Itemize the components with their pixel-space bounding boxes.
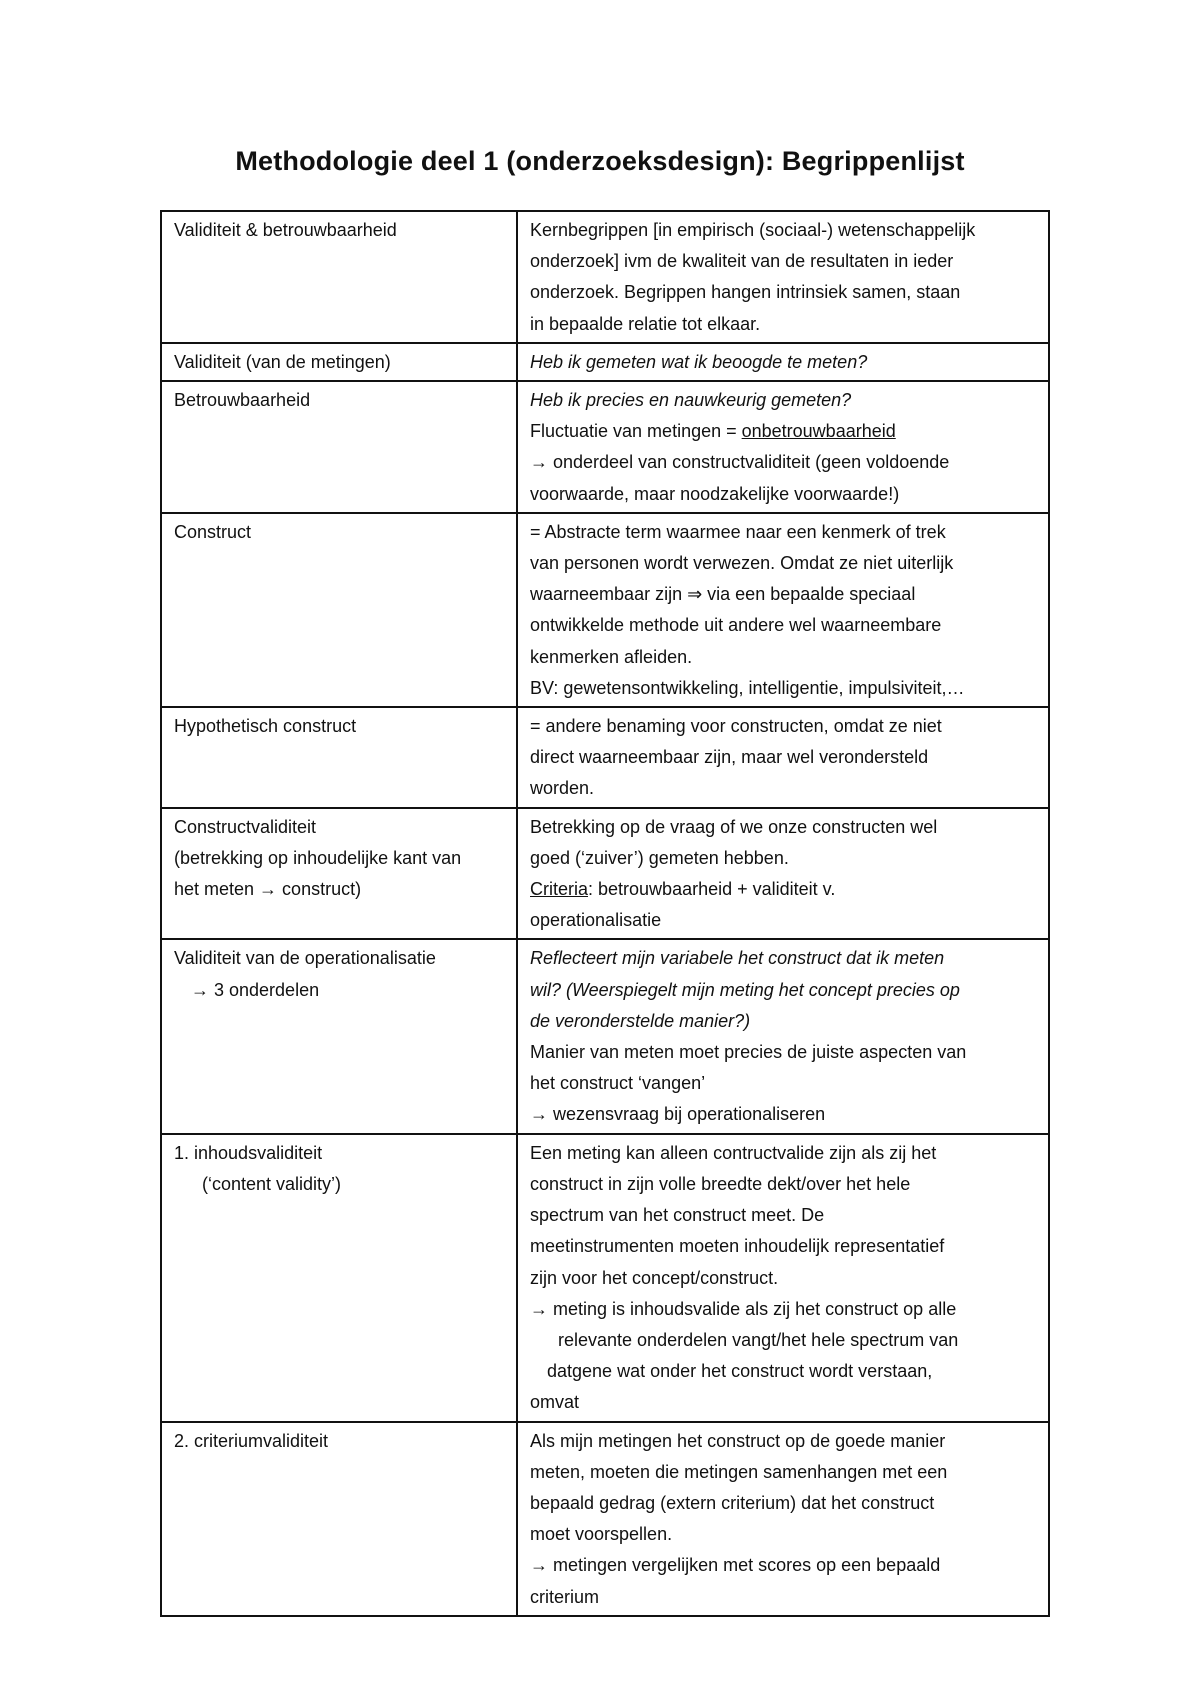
definition-line: waarneembaar zijn ⇒ via een bepaalde speciaal xyxy=(530,584,916,605)
definition-cell xyxy=(517,707,1049,808)
term-text: Validiteit & betrouwbaarheid xyxy=(174,220,397,240)
definition-cell xyxy=(517,939,1049,1133)
definition-line: ontwikkelde methode uit andere wel waarneembare xyxy=(530,615,942,636)
definition-cell xyxy=(517,513,1049,707)
table-row xyxy=(161,381,1049,513)
definition-line: relevante onderdelen vangt/het hele spectrum van xyxy=(558,1329,959,1350)
definition-line: → wezensvraag bij operationaliseren xyxy=(530,1104,826,1125)
definition-line: onderzoek] ivm de kwaliteit van de resultaten in ieder xyxy=(530,251,954,272)
definition-line: BV: gewetensontwikkeling, intelligentie, impulsiviteit,… xyxy=(530,677,965,698)
definition-line: direct waarneembaar zijn, maar wel verondersteld xyxy=(530,747,929,768)
definition-line: moet voorspellen. xyxy=(530,1524,673,1545)
definition-line: meetinstrumenten moeten inhoudelijk representatief xyxy=(530,1236,945,1257)
definition-cell xyxy=(517,381,1049,513)
term-text: Constructvaliditeit xyxy=(174,816,317,837)
definition-line: = andere benaming voor constructen, omdat ze niet xyxy=(530,716,942,737)
definition-line: omvat xyxy=(530,1392,580,1413)
definition-cell xyxy=(517,808,1049,940)
term-note: (betrekking op inhoudelijke kant van xyxy=(174,847,462,868)
definition-line: Kernbegrippen [in empirisch (sociaal-) wetenschappelijk xyxy=(530,220,976,240)
table-row xyxy=(161,211,1049,343)
term-text: Hypothetisch construct xyxy=(174,716,357,737)
definition-line: → metingen vergelijken met scores op een bepaald xyxy=(530,1555,941,1576)
table-row xyxy=(161,707,1049,808)
definition-cell xyxy=(517,211,1049,343)
page-title: Methodologie deel 1 (onderzoeksdesign): Begrippenlijst xyxy=(235,146,965,176)
term-text: 2. criteriumvaliditeit xyxy=(174,1430,329,1451)
definition-cell xyxy=(517,1422,1049,1616)
term-note: (‘content validity’) xyxy=(202,1173,342,1194)
table-row xyxy=(161,1134,1049,1422)
definition-line: criterium xyxy=(530,1586,600,1607)
definition-line: Een meting kan alleen contructvalide zijn als zij het xyxy=(530,1142,937,1163)
term-text: 1. inhoudsvaliditeit xyxy=(174,1142,323,1163)
definition-line: bepaald gedrag (extern criterium) dat het construct xyxy=(530,1492,935,1513)
underlined-term: onbetrouwbaarheid xyxy=(741,421,896,442)
table-row xyxy=(161,513,1049,707)
term-cell xyxy=(161,343,517,381)
definition-line: datgene wat onder het construct wordt verstaan, xyxy=(547,1361,933,1382)
definition-line: kenmerken afleiden. xyxy=(530,646,693,667)
definition-line: in bepaalde relatie tot elkaar. xyxy=(530,313,761,334)
term-cell xyxy=(161,211,517,343)
definition-line: Als mijn metingen het construct op de goede manier xyxy=(530,1430,946,1451)
term-cell xyxy=(161,513,517,707)
definition-question: wil? (Weerspiegelt mijn meting het concept precies op xyxy=(530,979,960,1000)
term-cell xyxy=(161,1422,517,1616)
definition-line xyxy=(530,874,1038,905)
definition-text: Fluctuatie van metingen = xyxy=(530,421,742,442)
term-cell xyxy=(161,1134,517,1422)
definition-line: → meting is inhoudsvalide als zij het construct op alle xyxy=(530,1298,957,1319)
definition-line: Betrekking op de vraag of we onze constructen wel xyxy=(530,816,938,837)
definition-line: zijn voor het concept/construct. xyxy=(530,1267,779,1288)
definition-line: = Abstracte term waarmee naar een kenmerk of trek xyxy=(530,521,946,542)
definition-cell xyxy=(517,343,1049,381)
definition-question: Heb ik gemeten wat ik beoogde te meten? xyxy=(530,351,868,372)
term-cell xyxy=(161,381,517,513)
table-row xyxy=(161,808,1049,940)
definition-question: Heb ik precies en nauwkeurig gemeten? xyxy=(530,390,852,411)
term-text: Validiteit van de operationalisatie xyxy=(174,948,436,969)
term-note: → 3 onderdelen xyxy=(191,979,320,1000)
term-cell xyxy=(161,939,517,1133)
term-text: Construct xyxy=(174,521,252,542)
definition-line: spectrum van het construct meet. De xyxy=(530,1205,825,1226)
term-note: het meten → construct) xyxy=(174,879,362,900)
term-text: Validiteit (van de metingen) xyxy=(174,351,391,372)
definition-line xyxy=(530,416,1038,447)
definition-line: meten, moeten die metingen samenhangen met een xyxy=(530,1461,948,1482)
definition-question: Reflecteert mijn variabele het construct dat ik meten xyxy=(530,948,945,969)
term-text: Betrouwbaarheid xyxy=(174,390,311,411)
definition-line: voorwaarde, maar noodzakelijke voorwaarde!) xyxy=(530,483,900,504)
definition-line: van personen wordt verwezen. Omdat ze niet uiterlijk xyxy=(530,553,954,574)
table-row xyxy=(161,1422,1049,1616)
definition-line: onderzoek. Begrippen hangen intrinsiek samen, staan xyxy=(530,282,961,303)
definition-line: → onderdeel van constructvaliditeit (geen voldoende xyxy=(530,452,950,473)
definition-line: operationalisatie xyxy=(530,910,662,931)
term-cell xyxy=(161,808,517,940)
definition-line: goed (‘zuiver’) gemeten hebben. xyxy=(530,847,789,868)
definition-question: de veronderstelde manier?) xyxy=(530,1010,751,1031)
definition-line: worden. xyxy=(530,778,595,799)
definition-line: construct in zijn volle breedte dekt/over het hele xyxy=(530,1173,911,1194)
glossary-table xyxy=(160,210,1050,1617)
definition-text: : betrouwbaarheid + validiteit v. xyxy=(588,879,836,900)
definition-cell xyxy=(517,1134,1049,1422)
underlined-term: Criteria xyxy=(530,879,589,900)
table-row xyxy=(161,939,1049,1133)
term-cell xyxy=(161,707,517,808)
definition-line: het construct ‘vangen’ xyxy=(530,1073,706,1094)
table-row xyxy=(161,343,1049,381)
definition-line: Manier van meten moet precies de juiste aspecten van xyxy=(530,1042,967,1063)
